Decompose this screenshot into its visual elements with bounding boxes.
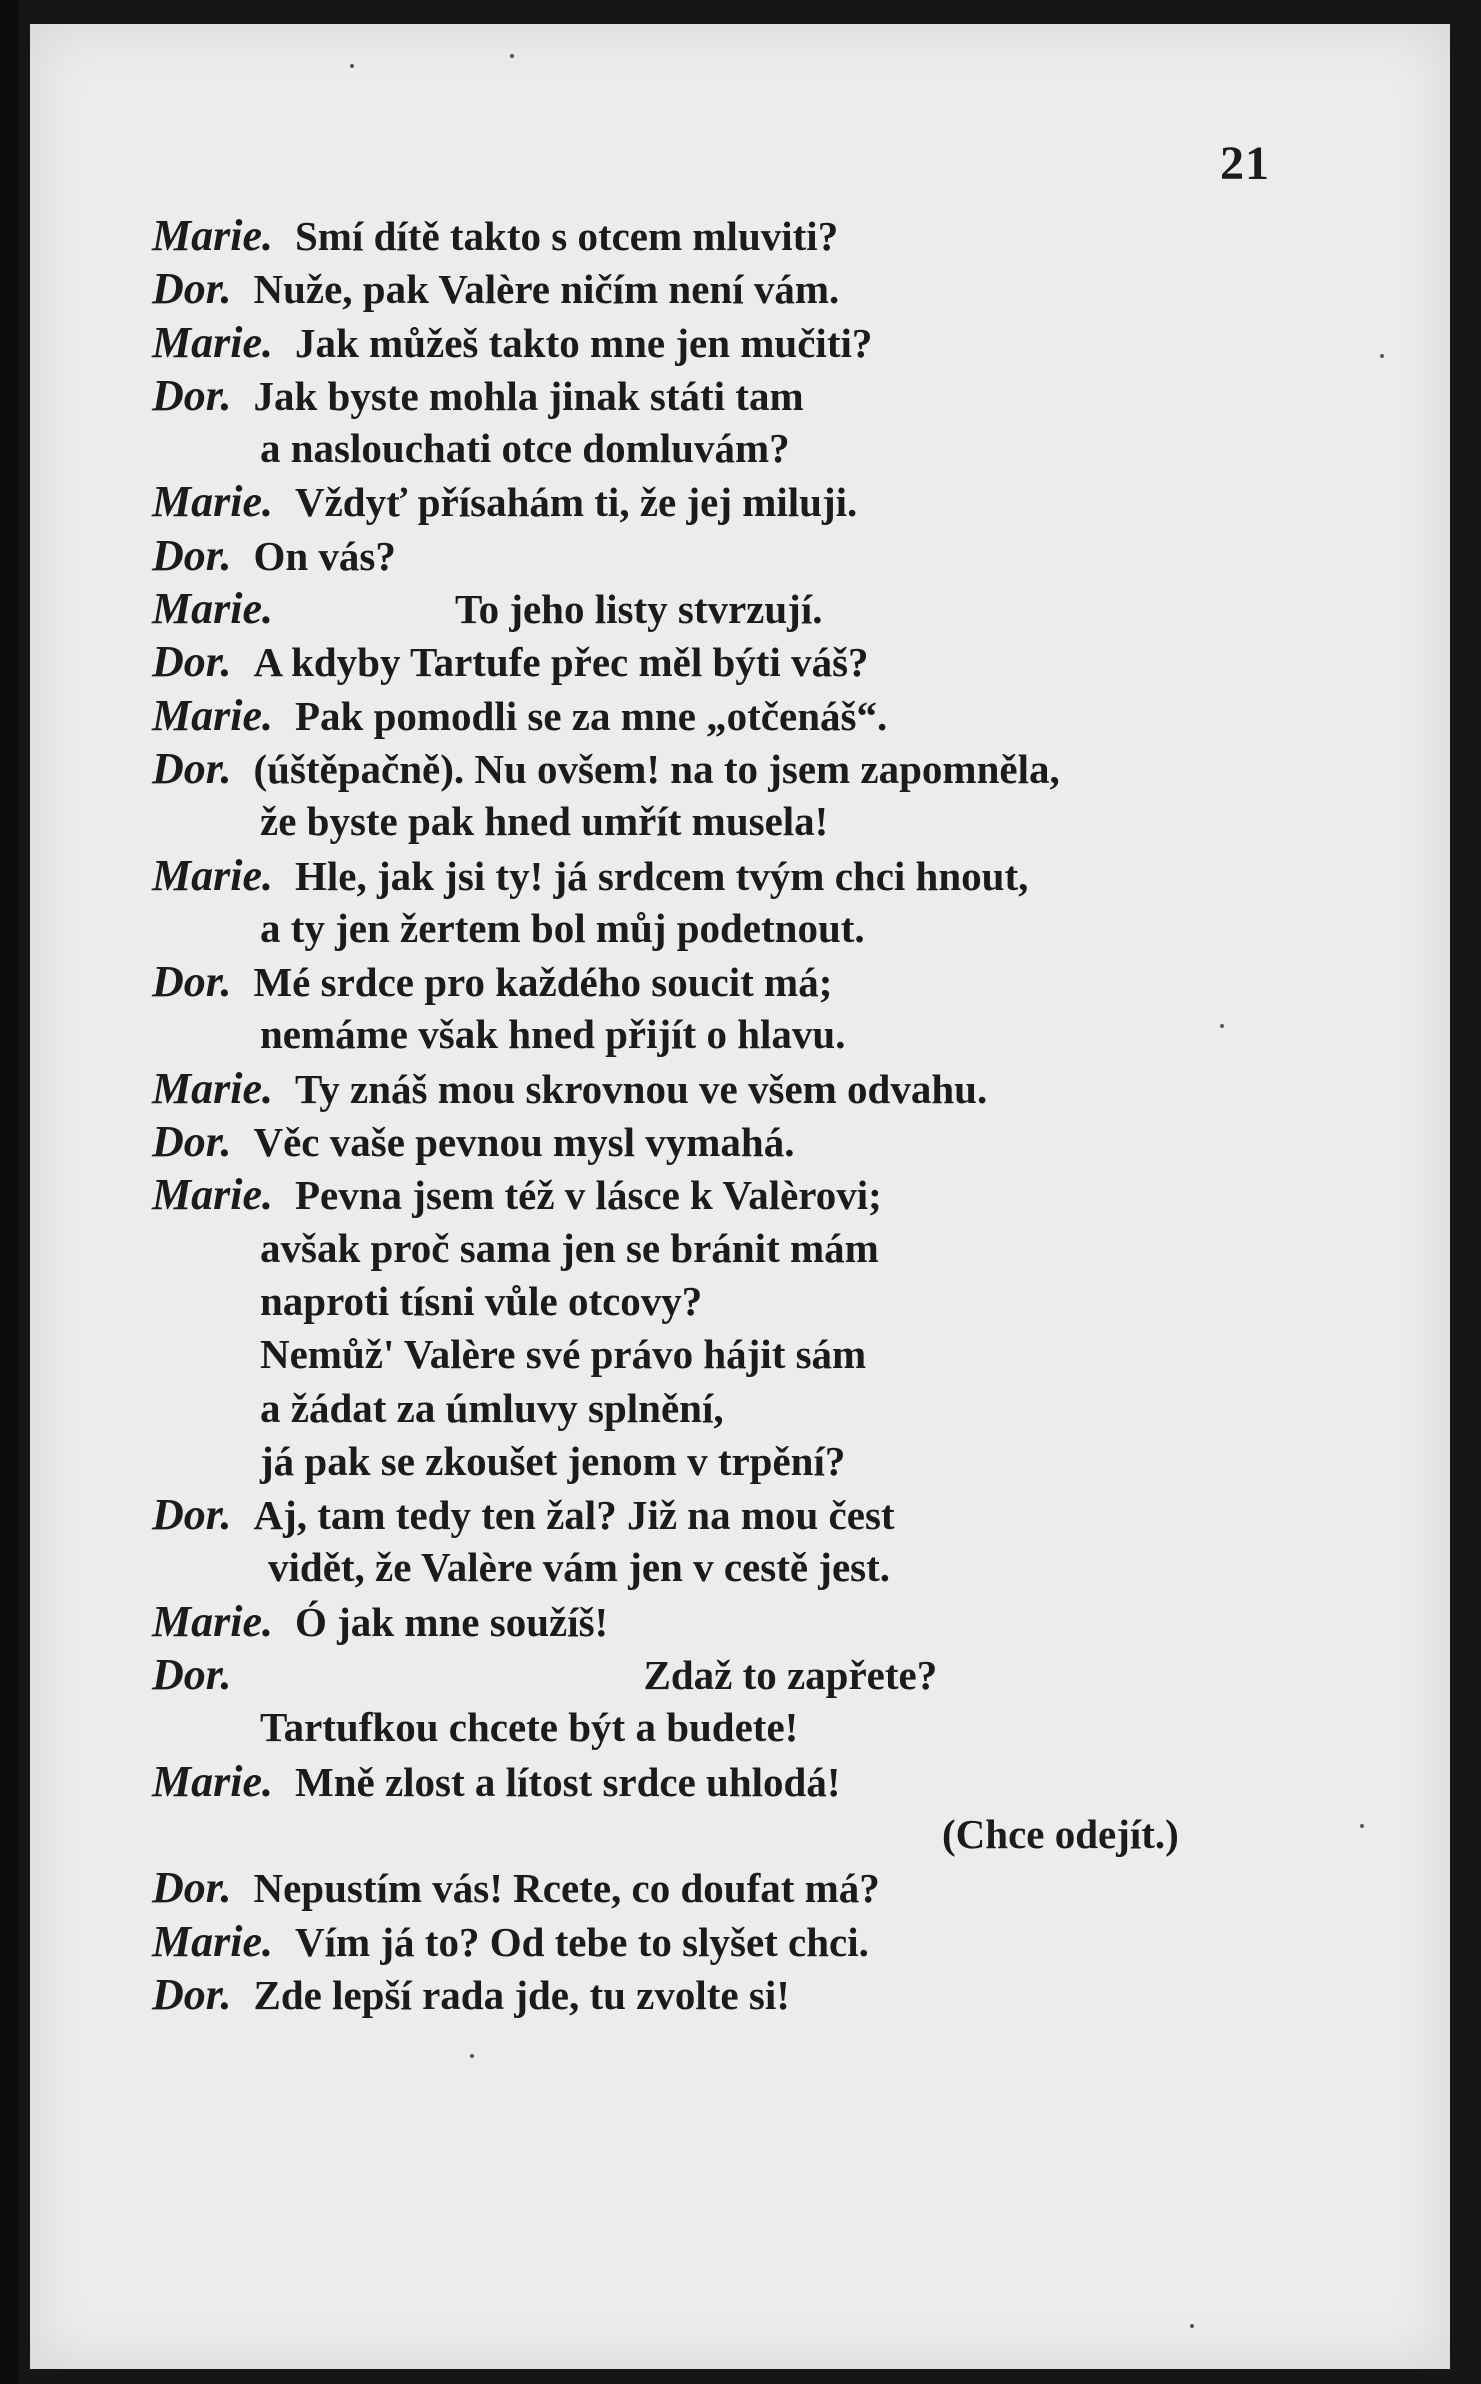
- dialogue-line: [152, 742, 1352, 795]
- dialogue-continuation: [152, 795, 1352, 848]
- speaker-name: Marie.: [152, 850, 273, 900]
- line-text: a naslouchati otce domluvám?: [260, 425, 790, 472]
- dialogue-line: [152, 635, 1352, 688]
- speaker-name: Marie.: [152, 317, 273, 367]
- dialogue-line: [152, 316, 1352, 369]
- line-text: Jak můžeš takto mne jen mučiti?: [295, 319, 873, 366]
- speaker-name: Dor.: [152, 530, 232, 580]
- book-page: [30, 24, 1450, 2369]
- speaker-name: Dor.: [152, 743, 232, 793]
- line-text: Věc vaše pevnou mysl vymahá.: [253, 1119, 795, 1166]
- stage-direction-line: [152, 1808, 1352, 1861]
- dialogue-line: [152, 1115, 1352, 1168]
- line-text: Smí dítě takto s otcem mluviti?: [295, 213, 839, 259]
- dialogue-line: [152, 1062, 1352, 1115]
- line-text: Tartufkou chcete být a budete!: [260, 1704, 799, 1751]
- dialogue-line: [152, 1648, 1352, 1701]
- speaker-name: Dor.: [152, 370, 232, 420]
- line-text: Vždyť přísahám ti, že jej miluji.: [295, 479, 858, 526]
- speaker-name: Marie.: [152, 1596, 273, 1646]
- line-text: On vás?: [253, 532, 396, 579]
- line-text: Zdaž to zapřete?: [643, 1652, 938, 1699]
- line-text: Mé srdce pro každého soucit má;: [253, 959, 833, 1006]
- dialogue-line: [152, 1755, 1352, 1808]
- speaker-name: Dor.: [152, 1863, 232, 1913]
- speaker-name: Dor.: [152, 1117, 232, 1167]
- line-text: avšak proč sama jen se bránit mám: [260, 1224, 879, 1271]
- speaker-name: Dor.: [152, 1490, 232, 1540]
- speaker-name: Dor.: [152, 957, 232, 1007]
- speaker-name: Dor.: [152, 1650, 232, 1700]
- dialogue-line: [152, 209, 1352, 262]
- line-text: Ó jak mne soužíš!: [295, 1598, 609, 1645]
- dialogue-continuation: [152, 422, 1352, 475]
- line-text: já pak se zkoušet jenom v trpění?: [260, 1437, 846, 1484]
- speaker-name: Marie.: [152, 1756, 273, 1806]
- line-text: vidět, že Valère vám jen v cestě jest.: [268, 1544, 891, 1591]
- line-text: Nepustím vás! Rcete, co doufat má?: [253, 1865, 880, 1912]
- dialogue-block: [152, 209, 1352, 2021]
- speaker-name: Marie.: [152, 1916, 273, 1966]
- stage-direction: (Chce odejít.): [942, 1810, 1179, 1857]
- line-text: a žádat za úmluvy splnění,: [260, 1384, 724, 1431]
- dialogue-continuation: [152, 1328, 1352, 1381]
- dialogue-line: [152, 582, 1352, 635]
- speaker-name: Marie.: [152, 477, 273, 527]
- dialogue-continuation: [152, 1541, 1352, 1594]
- book-binding-edge: [0, 0, 18, 2384]
- dialogue-continuation: [152, 1382, 1352, 1435]
- line-text: naproti tísni vůle otcovy?: [260, 1277, 703, 1324]
- dialogue-line: [152, 1915, 1352, 1968]
- line-text: (úštěpačně). Nu ovšem! na to jsem zapomněla,: [253, 745, 1060, 792]
- dialogue-line: [152, 262, 1352, 315]
- dialogue-line: [152, 1168, 1352, 1221]
- dialogue-line: [152, 529, 1352, 582]
- line-text: Mně zlost a lítost srdce uhlodá!: [295, 1758, 841, 1805]
- line-text: Nemůž' Valère své právo hájit sám: [260, 1331, 867, 1378]
- speaker-name: Marie.: [152, 1063, 273, 1113]
- dialogue-line: [152, 1861, 1352, 1914]
- line-text: Pevna jsem též v lásce k Valèrovi;: [295, 1172, 882, 1219]
- dialogue-line: [152, 849, 1352, 902]
- line-text: že byste pak hned umřít musela!: [260, 798, 829, 845]
- speaker-name: Dor.: [152, 264, 232, 314]
- dialogue-continuation: [152, 1701, 1352, 1754]
- dialogue-line: [152, 1488, 1352, 1541]
- page-number: 21: [1220, 137, 1270, 190]
- line-text: To jeho listy stvrzují.: [455, 586, 823, 633]
- line-text: Hle, jak jsi ty! já srdcem tvým chci hnout,: [295, 852, 1029, 899]
- line-text: a ty jen žertem bol můj podetnout.: [260, 904, 865, 951]
- line-text: Jak byste mohla jinak státi tam: [253, 372, 804, 419]
- dialogue-continuation: [152, 902, 1352, 955]
- line-text: Aj, tam tedy ten žal? Již na mou čest: [253, 1492, 895, 1539]
- dialogue-continuation: [152, 1275, 1352, 1328]
- dialogue-line: [152, 369, 1352, 422]
- dialogue-continuation: [152, 1435, 1352, 1488]
- speaker-name: Dor.: [152, 637, 232, 687]
- speaker-name: Marie.: [152, 584, 273, 634]
- dialogue-continuation: [152, 1222, 1352, 1275]
- dialogue-line: [152, 475, 1352, 528]
- speaker-name: Dor.: [152, 1969, 232, 2019]
- line-text: A kdyby Tartufe přec měl býti váš?: [253, 639, 869, 686]
- speaker-name: Marie.: [152, 211, 273, 260]
- dialogue-line: [152, 1968, 1352, 2021]
- line-text: Zde lepší rada jde, tu zvolte si!: [253, 1971, 790, 2018]
- speaker-name: Marie.: [152, 690, 273, 740]
- line-text: Nuže, pak Valère ničím není vám.: [253, 266, 840, 313]
- line-text: Pak pomodli se za mne „otčenáš“.: [295, 692, 888, 739]
- line-text: nemáme však hned přijít o hlavu.: [260, 1011, 846, 1058]
- dialogue-line: [152, 689, 1352, 742]
- line-text: Vím já to? Od tebe to slyšet chci.: [295, 1918, 869, 1965]
- line-text: Ty znáš mou skrovnou ve všem odvahu.: [295, 1065, 988, 1112]
- dialogue-line: [152, 955, 1352, 1008]
- dialogue-continuation: [152, 1008, 1352, 1061]
- speaker-name: Marie.: [152, 1170, 273, 1220]
- dialogue-line: [152, 1595, 1352, 1648]
